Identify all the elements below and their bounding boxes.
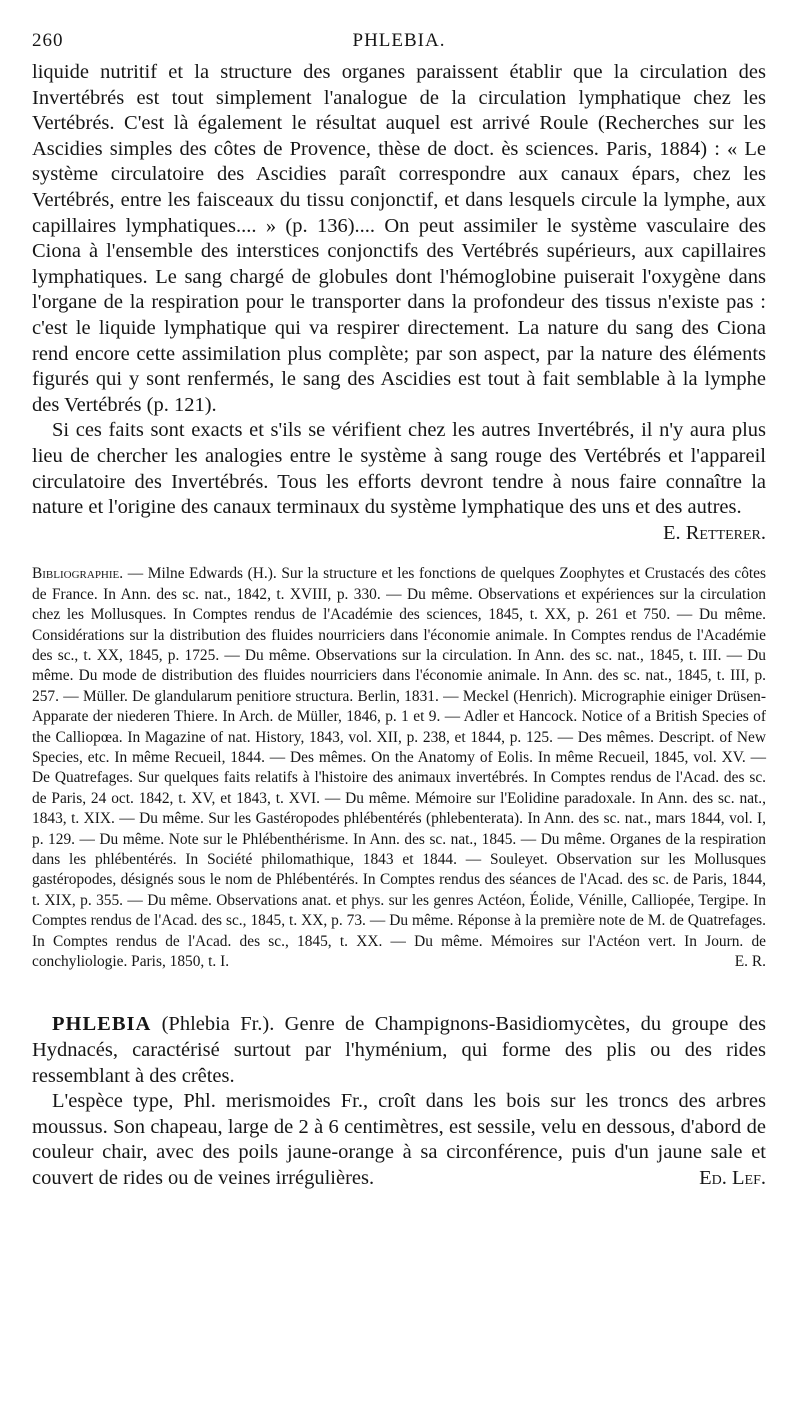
continuation-paragraph: liquide nutritif et la structure des organes paraissent établir que la circulation des Invertébrés est tout simplement l'analogue de la circulation lymphatique chez les Vertébrés. C'est là également le résultat auquel est arrivé Roule (Recherches sur les Ascidies simples des côtes de Provence, thèse de doct. ès sciences. Paris, 1884) : « Le système circulatoire des Ascidies paraît correspondre aux canaux épars, chez les Vertébrés, entre les faisceaux du tissu conjonctif, et dans lesquels circule la lymphe, aux capillaires lymphatiques.... » (p. 136).... On peut assimiler le système vasculaire des Ciona à l'ensemble des interstices conjonctifs des Vertébrés supérieurs, aux capillaires lymphatiques. Le sang chargé de globules dont l'hémoglobine puiserait l'oxygène dans l'organe de la respiration pour le transporter dans la profondeur des tissus n'existe pas : c'est le liquide lymphatique qui va respirer directement. La nature du sang des Ciona rend encore cette assimilation plus complète; par son aspect, par la nature des éléments figurés qui y sont renfermés, le sang des Ascidies est tout à fait semblable à la lymphe des Vertébrés (p. 121). bbox=[32, 61, 766, 416]
continuation-text bbox=[32, 60, 766, 546]
continuation-paragraph bbox=[32, 418, 766, 544]
article-paragraph bbox=[32, 1089, 766, 1191]
bibliography-paragraph bbox=[32, 564, 766, 972]
bibliography-label: Bibliographie. bbox=[32, 565, 124, 583]
page-number: 260 bbox=[32, 30, 64, 51]
article-text: L'espèce type, Phl. merismoides Fr., croît dans les bois sur les troncs des arbres moussus. Son chapeau, large de 2 à 6 centimètres, est sessile, velu en dessous, d'abord de couleur chair, avec des poils jaune-orange à sa circonférence, puis d'un jaune sale et couvert de rides ou de veines irrégulières. bbox=[32, 1090, 766, 1189]
paragraph-text: Si ces faits sont exacts et s'ils se vérifient chez les autres Invertébrés, il n'y aura plus lieu de chercher les analogies entre le système à sang rouge des Vertébrés et l'appareil circulatoire des Invertébrés. Tous les efforts devront tendre à nous faire connaître la nature et l'origine des canaux terminaux du système lymphatique des uns et des autres. bbox=[32, 419, 766, 519]
article-paragraph bbox=[32, 1012, 766, 1089]
author-signature: E. Retterer. bbox=[662, 521, 766, 544]
article-signature: Ed. Lef. bbox=[699, 1166, 766, 1189]
running-title: PHLEBIA. bbox=[352, 30, 446, 51]
article-text: (Phlebia Fr.). Genre de Champignons-Basidiomycètes, du groupe des Hydnacés, caractérisé surtout par l'hyménium, qui forme des plis ou des rides ressemblant à des crêtes. bbox=[32, 1013, 767, 1087]
article-phlebia bbox=[32, 1012, 766, 1191]
bibliography-text: — Milne Edwards (H.). Sur la structure et les fonctions de quelques Zoophytes et Crustacés des côtes de France. In Ann. des sc. nat., 1842, t. XVIII, p. 330. — Du même. Observations et expériences sur la circulation chez les Mollusques. In Comptes rendus de l'Académie des sciences, 1845, t. XX, p. 261 et 750. — Du même. Considérations sur la distribution des fluides nourriciers dans l'économie animale. In Comptes rendus de l'Académie des sc., t. XX, 1845, p. 1725. — Du même. Observations sur la circulation. In Ann. des sc. nat., 1845, t. III. — Du même. Du mode de distribution des fluides nourriciers dans l'économie animale. In Ann. des sc. nat., 1845, t. III, p. 257. — Müller. De glandularum penitiore structura. Berlin, 1831. — Meckel (Henrich). Micrographie einiger Drüsen-Apparate der niederen Thiere. In Arch. de Müller, 1846, p. 1 et 9. — Adler et Hancock. Notice of a British Species of the Calliopœa. In Magazine of nat. History, 1843, vol. XII, p. 238, et 1844, p. 125. — Des mêmes. Descript. of New Species, etc. In même Recueil, 1844. — Des mêmes. On the Anatomy of Eolis. In même Recueil, 1845, vol. XV. — De Quatrefages. Sur quelques faits relatifs à l'histoire des animaux invertébrés. In Comptes rendus de l'Acad. des sc. de Paris, 24 oct. 1842, t. XV, et 1843, t. XVI. — Du même. Mémoire sur l'Eolidine paradoxale. In Ann. des sc. nat., 1843, t. XIX. — Du même. Sur les Gastéropodes phlébentérés (phlebenterata). In Ann. des sc. nat., mars 1844, vol. I, p. 129. — Du même. Note sur le Phlébenthérisme. In Ann. des sc. nat., 1845. — Du même. Organes de la respiration dans les phlébentérés. In Société philomathique, 1843 et 1844. — Souleyet. Observation sur les Mollusques gastéropodes, désignés sous le nom de Phlébentérés. In Comptes rendus des séances de l'Acad. des sc. de Paris, 1844, t. XIX, p. 355. — Du même. Observations anat. et phys. sur les genres Actéon, Éolide, Vénille, Calliopée, Tergipe. In Comptes rendus de l'Acad. des sc., 1845, t. XX, p. 73. — Du même. Réponse à la première note de M. de Quatrefages. In Comptes rendus de l'Acad. des sc., 1845, t. XX. — Du même. Mémoires sur l'Actéon vert. In Journ. de conchyliologie. Paris, 1850, t. I. bbox=[32, 565, 766, 970]
bibliography-signature: E. R. bbox=[734, 953, 766, 970]
bibliography bbox=[32, 564, 766, 972]
article-headword: PHLEBIA bbox=[52, 1013, 152, 1036]
running-head bbox=[32, 30, 766, 60]
